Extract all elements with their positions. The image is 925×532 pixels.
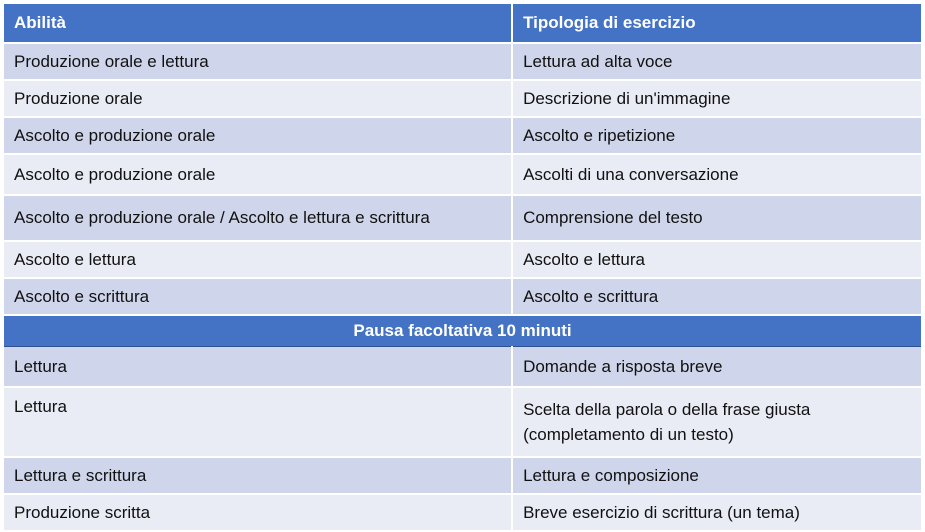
cell-abilita: Produzione orale [4, 80, 512, 117]
cell-abilita: Produzione orale e lettura [4, 43, 512, 80]
exercise-table [4, 4, 921, 532]
cell-tipologia: Lettura e composizione [512, 457, 921, 494]
cell-tipologia-line1: Scelta della parola o della frase giusta [523, 399, 811, 419]
cell-abilita: Lettura [4, 347, 512, 388]
table-header-row [4, 4, 921, 43]
cell-abilita: Lettura e scrittura [4, 457, 512, 494]
cell-tipologia [512, 387, 921, 457]
table-row [4, 347, 921, 388]
pause-row [4, 315, 921, 347]
cell-abilita: Produzione scritta [4, 494, 512, 531]
cell-tipologia: Ascolti di una conversazione [512, 154, 921, 195]
table-row [4, 278, 921, 315]
cell-tipologia: Ascolto e ripetizione [512, 117, 921, 154]
header-tipologia: Tipologia di esercizio [512, 4, 921, 43]
cell-tipologia: Lettura ad alta voce [512, 43, 921, 80]
table-row [4, 43, 921, 80]
cell-abilita: Ascolto e produzione orale [4, 117, 512, 154]
cell-tipologia: Domande a risposta breve [512, 347, 921, 388]
table-row [4, 117, 921, 154]
cell-tipologia: Breve esercizio di scrittura (un tema) [512, 494, 921, 531]
pause-label: Pausa facoltativa 10 minuti [4, 315, 921, 347]
table-row [4, 80, 921, 117]
cell-tipologia: Descrizione di un'immagine [512, 80, 921, 117]
header-abilita: Abilità [4, 4, 512, 43]
table-row [4, 457, 921, 494]
cell-abilita: Ascolto e produzione orale / Ascolto e lettura e scrittura [4, 195, 512, 241]
cell-tipologia: Comprensione del testo [512, 195, 921, 241]
cell-tipologia-line2: (completamento di un testo) [523, 425, 734, 444]
table-row [4, 387, 921, 457]
cell-abilita: Lettura [4, 387, 512, 457]
table-row [4, 241, 921, 278]
cell-abilita: Ascolto e lettura [4, 241, 512, 278]
cell-abilita: Ascolto e scrittura [4, 278, 512, 315]
table-row [4, 494, 921, 531]
cell-tipologia: Ascolto e scrittura [512, 278, 921, 315]
table-row [4, 154, 921, 195]
cell-abilita: Ascolto e produzione orale [4, 154, 512, 195]
cell-tipologia: Ascolto e lettura [512, 241, 921, 278]
table-row [4, 195, 921, 241]
